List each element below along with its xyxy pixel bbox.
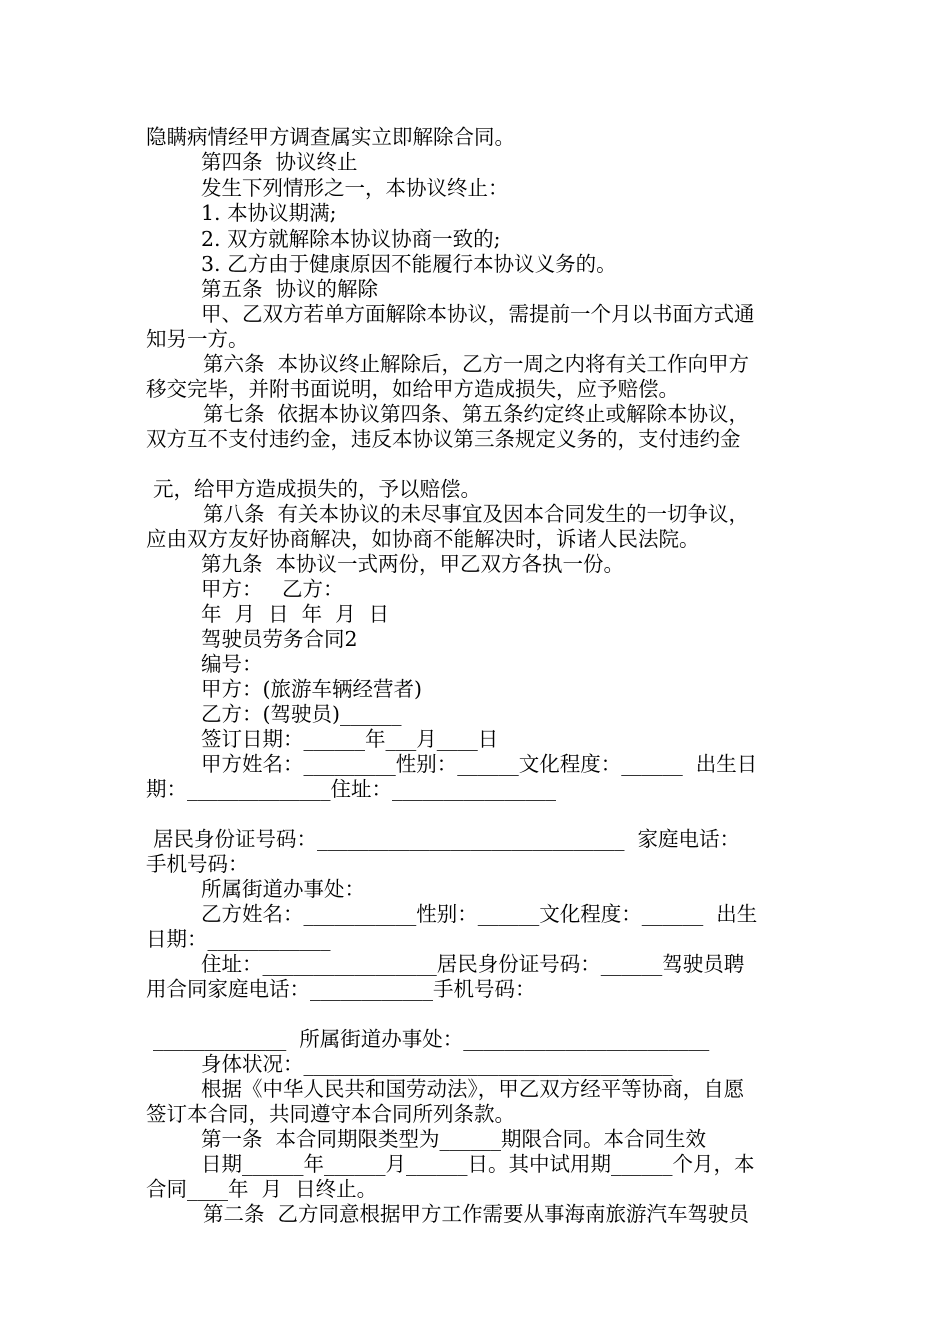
- form-field: 居民身份证号码：______________________________ 家庭电话：: [153, 827, 741, 851]
- text-line: 第九条 本协议一式两份，甲乙双方各执一份。: [201, 552, 625, 576]
- text-line: 根据《中华人民共和国劳动法》，甲乙双方经平等协商，自愿: [201, 1077, 745, 1101]
- text-line: 日期______年______月______日。其中试用期______个月，本: [201, 1152, 755, 1176]
- list-item: 2. 双方就解除本协议协商一致的;: [201, 227, 501, 251]
- text-line: 发生下列情形之一，本协议终止：: [201, 176, 509, 200]
- text-line: 知另一方。: [146, 327, 249, 351]
- form-field: 期：______________住址：________________: [146, 777, 556, 801]
- form-field: _____________ 所属街道办事处：________________________: [153, 1027, 710, 1051]
- form-field: 甲方：(旅游车辆经营者): [201, 677, 422, 701]
- form-field: 用合同家庭电话：____________手机号码：: [146, 977, 536, 1001]
- document-title: 驾驶员劳务合同2: [201, 627, 358, 651]
- text-line: 元，给甲方造成损失的，予以赔偿。: [153, 477, 481, 501]
- list-item: 3. 乙方由于健康原因不能履行本协议义务的。: [201, 252, 617, 276]
- text-line: 甲、乙双方若单方面解除本协议，需提前一个月以书面方式通: [201, 302, 755, 326]
- form-field: 住址：_________________居民身份证号码：______驾驶员聘: [201, 952, 745, 976]
- form-field: 签订日期：______年___月____日: [201, 727, 499, 751]
- text-line: 第一条 本合同期限类型为______期限合同。本合同生效: [201, 1127, 707, 1151]
- form-field: 身体状况：____________________________________: [201, 1052, 673, 1076]
- text-line: 签订本合同，共同遵守本合同所列条款。: [146, 1102, 515, 1126]
- text-line: 第六条 本协议终止解除后，乙方一周之内将有关工作向甲方: [203, 352, 750, 376]
- text-line: 隐瞒病情经甲方调查属实立即解除合同。: [146, 125, 515, 149]
- form-field: 甲方姓名：_________性别：______文化程度：______ 出生日: [201, 752, 758, 776]
- form-field: 所属街道办事处：: [201, 877, 365, 901]
- form-field: 乙方：(驾驶员)______: [201, 702, 402, 726]
- form-field: 编号：: [201, 652, 263, 676]
- signature-line: 甲方： 乙方：: [201, 577, 344, 601]
- text-line: 移交完毕，并附书面说明，如给甲方造成损失，应予赔偿。: [146, 377, 679, 401]
- text-line: 双方互不支付违约金，违反本协议第三条规定义务的，支付违约金: [146, 427, 741, 451]
- text-line: 第七条 依据本协议第四条、第五条约定终止或解除本协议，: [203, 402, 750, 426]
- form-field: 手机号码：: [146, 852, 249, 876]
- list-item: 1. 本协议期满;: [201, 201, 337, 225]
- section-heading: 第五条 协议的解除: [201, 277, 379, 301]
- date-line: 年 月 日 年 月 日: [201, 602, 390, 626]
- text-line: 合同____年 月 日终止。: [146, 1177, 378, 1201]
- text-line: 应由双方友好协商解决，如协商不能解决时，诉诸人民法院。: [146, 527, 700, 551]
- section-heading: 第四条 协议终止: [201, 150, 358, 174]
- form-field: 乙方姓名：___________性别：______文化程度：______ 出生: [201, 902, 758, 926]
- form-field: 日期：____________: [146, 927, 331, 951]
- text-line: 第二条 乙方同意根据甲方工作需要从事海南旅游汽车驾驶员: [203, 1202, 750, 1226]
- text-line: 第八条 有关本协议的未尽事宜及因本合同发生的一切争议，: [203, 502, 750, 526]
